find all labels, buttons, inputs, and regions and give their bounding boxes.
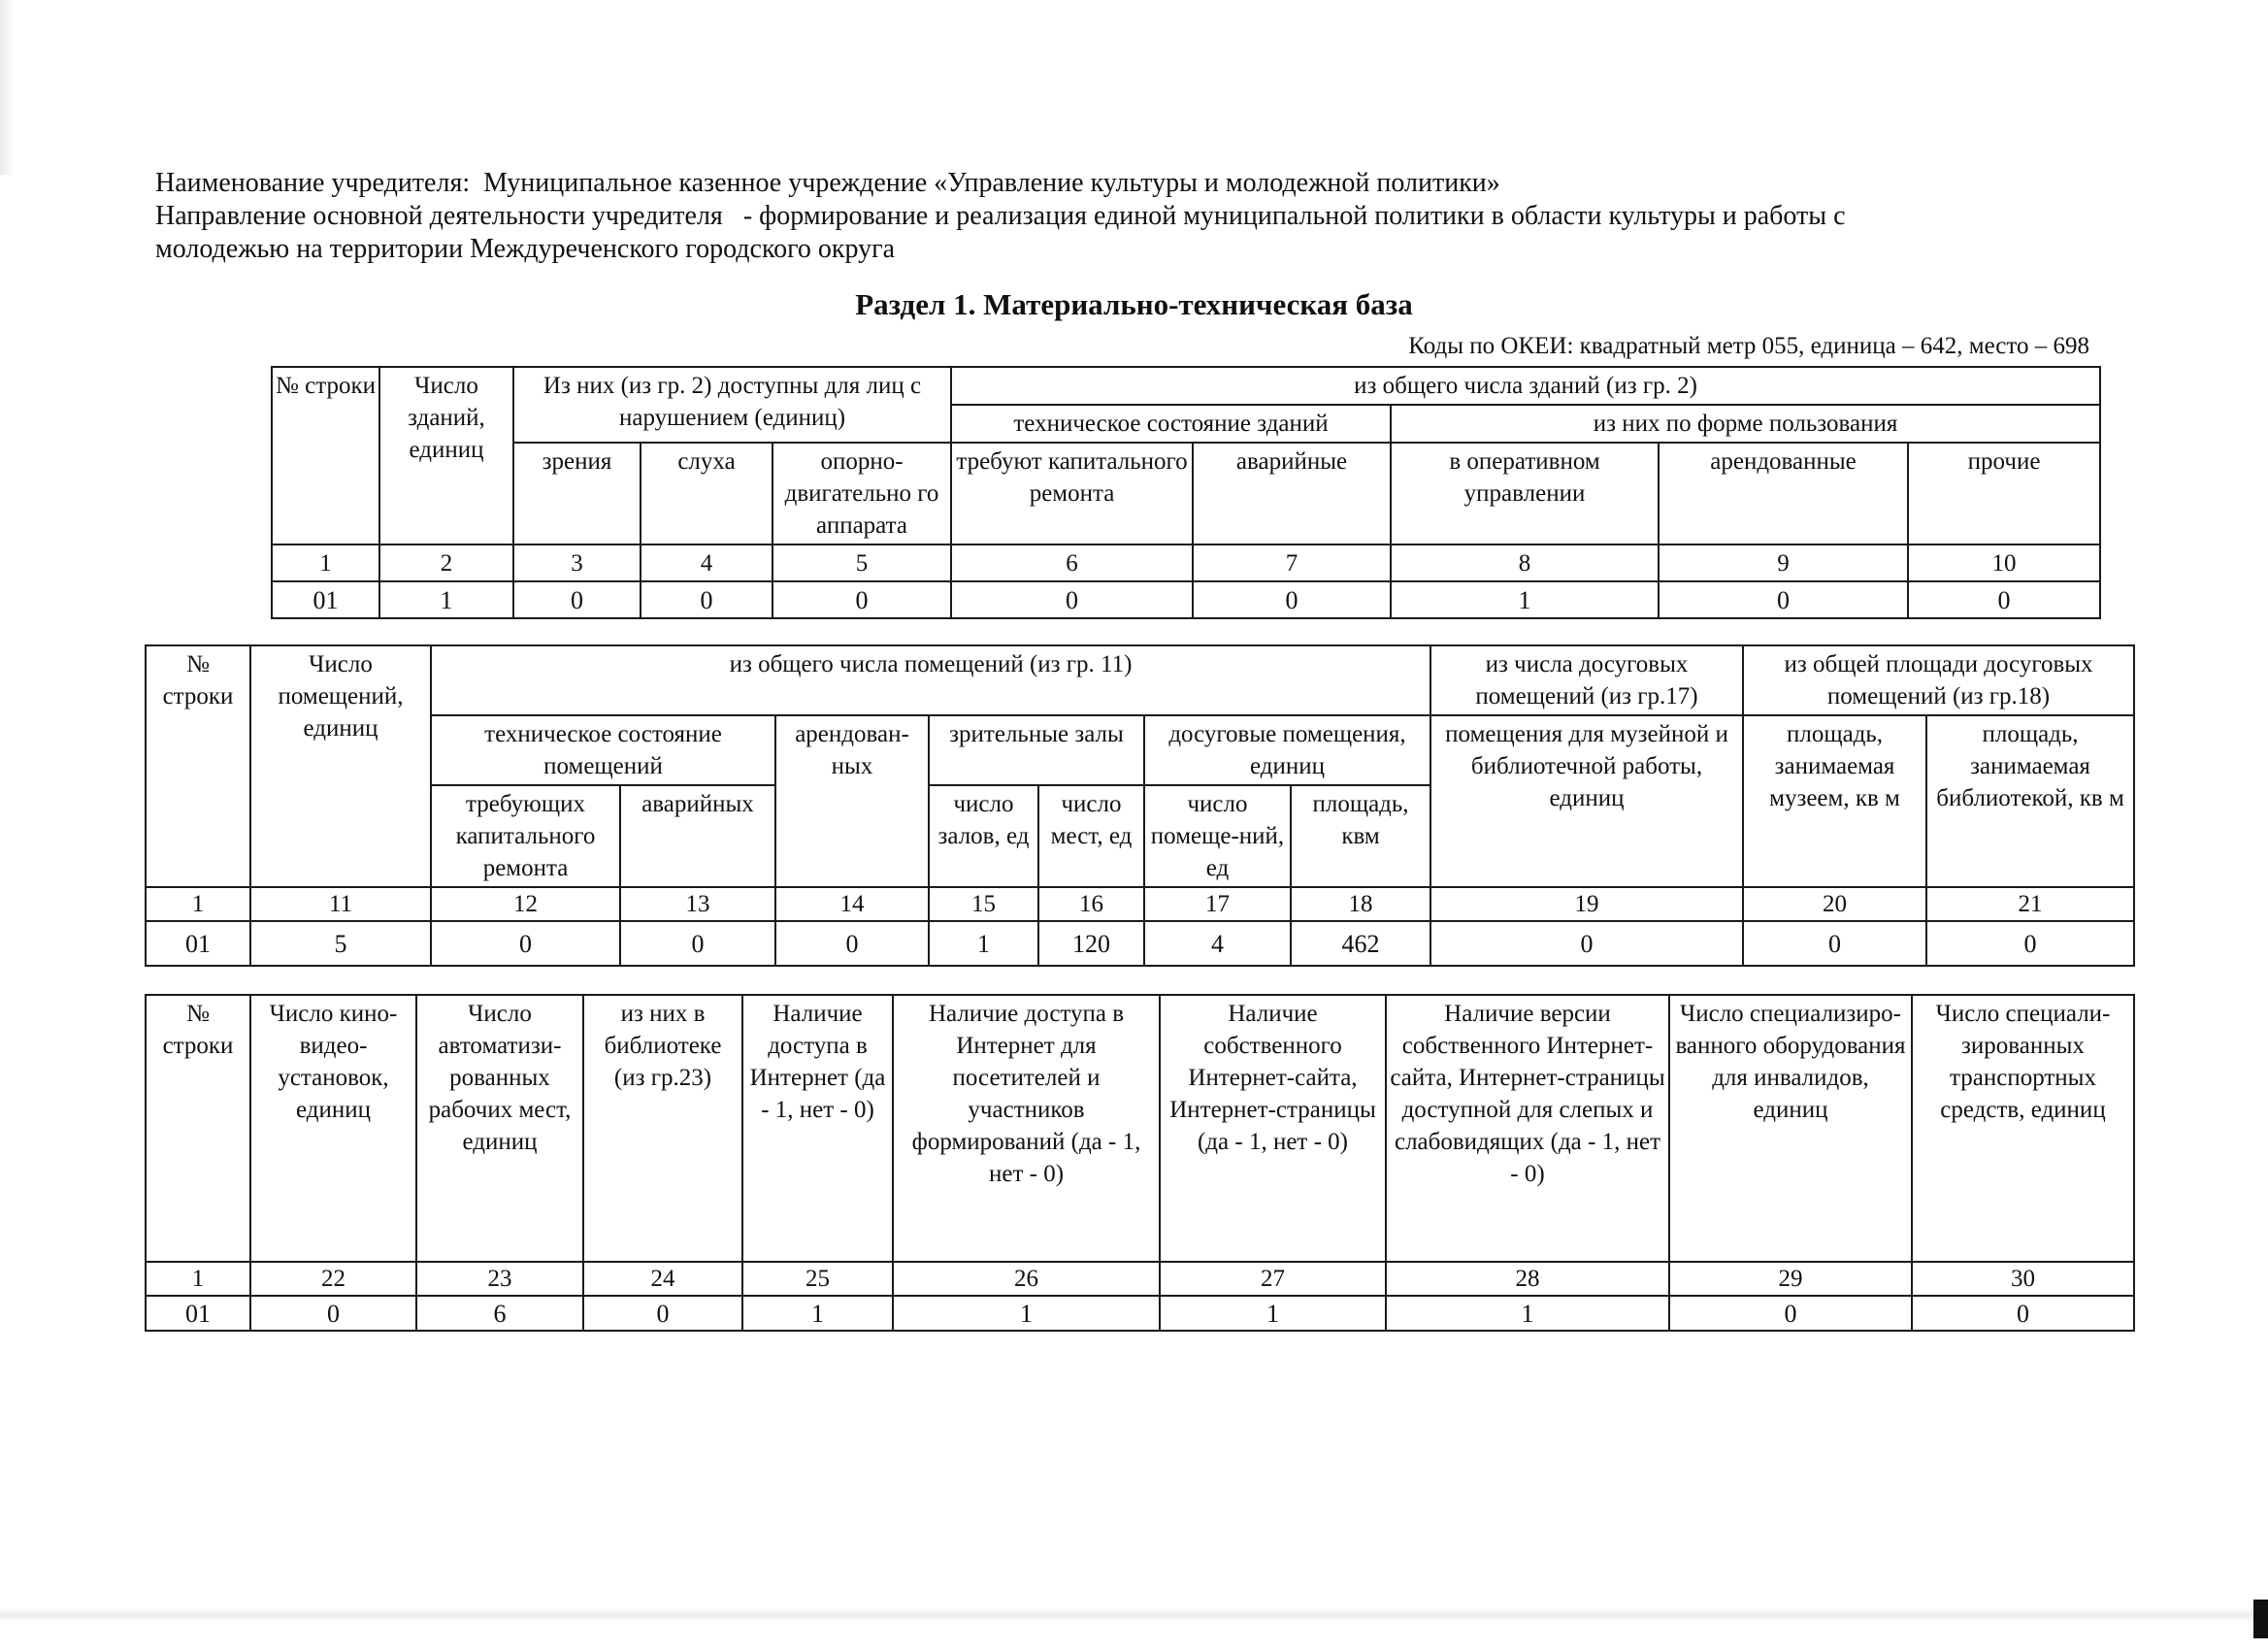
table-cell: 0 xyxy=(620,921,775,966)
founder-header xyxy=(155,167,2096,266)
header-museum-area: площадь, занимаемая музеем, кв м xyxy=(1743,715,1926,887)
scan-edge-bottom xyxy=(0,1607,2268,1621)
table-cell: 0 xyxy=(1669,1296,1912,1331)
header-accessible: Из них (из гр. 2) доступны для лиц с нарушением (единиц) xyxy=(513,367,951,443)
column-number: 1 xyxy=(146,887,250,921)
column-number: 24 xyxy=(583,1262,742,1296)
header-row-no: № строки xyxy=(146,995,250,1262)
header-tech-state: техническое состояние помещений xyxy=(431,715,775,785)
header-of-total-buildings: из общего числа зданий (из гр. 2) xyxy=(951,367,2100,405)
rooms-table xyxy=(145,644,2135,967)
table-row xyxy=(146,1296,2134,1331)
header-need-repair: требующих капитального ремонта xyxy=(431,785,620,887)
column-number: 16 xyxy=(1038,887,1144,921)
table-cell: 1 xyxy=(893,1296,1160,1331)
column-number: 2 xyxy=(379,544,513,581)
column-number: 4 xyxy=(641,544,772,581)
header-rooms-count: Число помещений, единиц xyxy=(250,645,431,887)
table-cell: 0 xyxy=(1193,581,1391,618)
header-row-no: № строки xyxy=(146,645,250,887)
header-buildings-count: Число зданий, единиц xyxy=(379,367,513,544)
header-leisure-area: площадь, квм xyxy=(1291,785,1430,887)
table-cell: 0 xyxy=(583,1296,742,1331)
header-hearing: слуха xyxy=(641,443,772,544)
table-cell: 0 xyxy=(1659,581,1908,618)
table-cell: 0 xyxy=(1912,1296,2134,1331)
table-cell: 1 xyxy=(1391,581,1659,618)
column-number: 25 xyxy=(742,1262,893,1296)
column-number: 12 xyxy=(431,887,620,921)
equipment-internet-table xyxy=(145,994,2135,1332)
table-cell: 0 xyxy=(1430,921,1743,966)
header-rented: арендован-ных xyxy=(775,715,929,887)
header-need-repair: требуют капитального ремонта xyxy=(951,443,1193,544)
column-numbers-row xyxy=(146,887,2134,921)
header-musculoskeletal: опорно-двигательно го аппарата xyxy=(772,443,951,544)
column-number: 22 xyxy=(250,1262,416,1296)
table-cell: 01 xyxy=(146,1296,250,1331)
header-internet-access: Наличие доступа в Интернет (да - 1, нет - 0) xyxy=(742,995,893,1262)
header-halls-count: число залов, ед xyxy=(929,785,1038,887)
column-number: 10 xyxy=(1908,544,2100,581)
header-library-area: площадь, занимаемая библиотекой, кв м xyxy=(1926,715,2134,887)
table-row xyxy=(272,581,2100,618)
table-cell: 0 xyxy=(431,921,620,966)
header-disability-equipment: Число специализиро-ванного оборудования для инвалидов, единиц xyxy=(1669,995,1912,1262)
header-seats-count: число мест, ед xyxy=(1038,785,1144,887)
table-cell: 1 xyxy=(742,1296,893,1331)
table-cell: 1 xyxy=(379,581,513,618)
column-number: 7 xyxy=(1193,544,1391,581)
activity-direction-line-cont: молодежью на территории Междуреченского городского округа xyxy=(155,234,896,264)
header-of-total-rooms: из общего числа помещений (из гр. 11) xyxy=(431,645,1430,715)
buildings-table xyxy=(271,366,2101,619)
table-cell: 1 xyxy=(929,921,1038,966)
column-number: 1 xyxy=(272,544,379,581)
column-number: 17 xyxy=(1144,887,1291,921)
column-number: 13 xyxy=(620,887,775,921)
header-leisure-count: число помеще-ний, ед xyxy=(1144,785,1291,887)
table-cell: 6 xyxy=(416,1296,583,1331)
table-cell: 462 xyxy=(1291,921,1430,966)
header-other: прочие xyxy=(1908,443,2100,544)
header-visitor-internet: Наличие доступа в Интернет для посетителей и участников формирований (да - 1, нет - 0) xyxy=(893,995,1160,1262)
column-number: 20 xyxy=(1743,887,1926,921)
table-cell: 01 xyxy=(272,581,379,618)
table-row xyxy=(146,921,2134,966)
column-number: 15 xyxy=(929,887,1038,921)
header-library-workstations: из них в библиотеке (из гр.23) xyxy=(583,995,742,1262)
scan-edge-left xyxy=(0,0,14,175)
table-cell: 01 xyxy=(146,921,250,966)
header-operative: в оперативном управлении xyxy=(1391,443,1659,544)
table-cell: 0 xyxy=(951,581,1193,618)
table-cell: 1 xyxy=(1160,1296,1386,1331)
header-museum-library-rooms: помещения для музейной и библиотечной работы, единиц xyxy=(1430,715,1743,887)
header-own-website: Наличие собственного Интернет-сайта, Интернет-страницы (да - 1, нет - 0) xyxy=(1160,995,1386,1262)
header-use-form: из них по форме пользования xyxy=(1391,405,2100,443)
header-from-area: из общей площади досуговых помещений (из гр.18) xyxy=(1743,645,2134,715)
header-leisure-rooms: досуговые помещения, единиц xyxy=(1144,715,1430,785)
table-cell: 120 xyxy=(1038,921,1144,966)
column-number: 11 xyxy=(250,887,431,921)
founder-name-line: Наименование учредителя: Муниципальное казенное учреждение «Управление культуры и молодежной политики» xyxy=(155,168,1500,198)
header-row-no: № строки xyxy=(272,367,379,544)
table-cell: 0 xyxy=(772,581,951,618)
header-rented: арендованные xyxy=(1659,443,1908,544)
column-number: 5 xyxy=(772,544,951,581)
column-numbers-row xyxy=(272,544,2100,581)
header-vision: зрения xyxy=(513,443,641,544)
table-cell: 0 xyxy=(641,581,772,618)
column-number: 3 xyxy=(513,544,641,581)
table-cell: 0 xyxy=(250,1296,416,1331)
scan-mark xyxy=(2253,1600,2268,1638)
column-number: 9 xyxy=(1659,544,1908,581)
table-cell: 4 xyxy=(1144,921,1291,966)
header-emergency: аварийные xyxy=(1193,443,1391,544)
table-cell: 1 xyxy=(1386,1296,1669,1331)
column-number: 23 xyxy=(416,1262,583,1296)
column-number: 28 xyxy=(1386,1262,1669,1296)
header-halls: зрительные залы xyxy=(929,715,1144,785)
table-cell: 0 xyxy=(775,921,929,966)
activity-direction-line: Направление основной деятельности учредителя - формирование и реализация единой муниципальной политики в области культуры и работы с xyxy=(155,201,1846,231)
column-number: 8 xyxy=(1391,544,1659,581)
column-number: 26 xyxy=(893,1262,1160,1296)
column-number: 27 xyxy=(1160,1262,1386,1296)
column-number: 6 xyxy=(951,544,1193,581)
column-number: 14 xyxy=(775,887,929,921)
column-number: 19 xyxy=(1430,887,1743,921)
table-cell: 5 xyxy=(250,921,431,966)
column-numbers-row xyxy=(146,1262,2134,1296)
column-number: 21 xyxy=(1926,887,2134,921)
header-from-leisure: из числа досуговых помещений (из гр.17) xyxy=(1430,645,1743,715)
section-title: Раздел 1. Материально-техническая база xyxy=(855,287,1413,321)
column-number: 30 xyxy=(1912,1262,2134,1296)
table-cell: 0 xyxy=(513,581,641,618)
header-special-transport: Число специали-зированных транспортных средств, единиц xyxy=(1912,995,2134,1262)
header-accessible-website: Наличие версии собственного Интернет-сайта, Интернет-страницы доступной для слепых и слабовидящих (да - 1, нет - 0) xyxy=(1386,995,1669,1262)
table-cell: 0 xyxy=(1926,921,2134,966)
column-number: 29 xyxy=(1669,1262,1912,1296)
header-tech-state: техническое состояние зданий xyxy=(951,405,1391,443)
column-number: 18 xyxy=(1291,887,1430,921)
table-cell: 0 xyxy=(1908,581,2100,618)
header-workstations: Число автоматизи-рованных рабочих мест, единиц xyxy=(416,995,583,1262)
okei-codes: Коды по ОКЕИ: квадратный метр 055, единица – 642, место – 698 xyxy=(1408,333,2089,359)
column-number: 1 xyxy=(146,1262,250,1296)
header-cinema-units: Число кино-видео-установок, единиц xyxy=(250,995,416,1262)
header-emergency: аварийных xyxy=(620,785,775,887)
table-cell: 0 xyxy=(1743,921,1926,966)
